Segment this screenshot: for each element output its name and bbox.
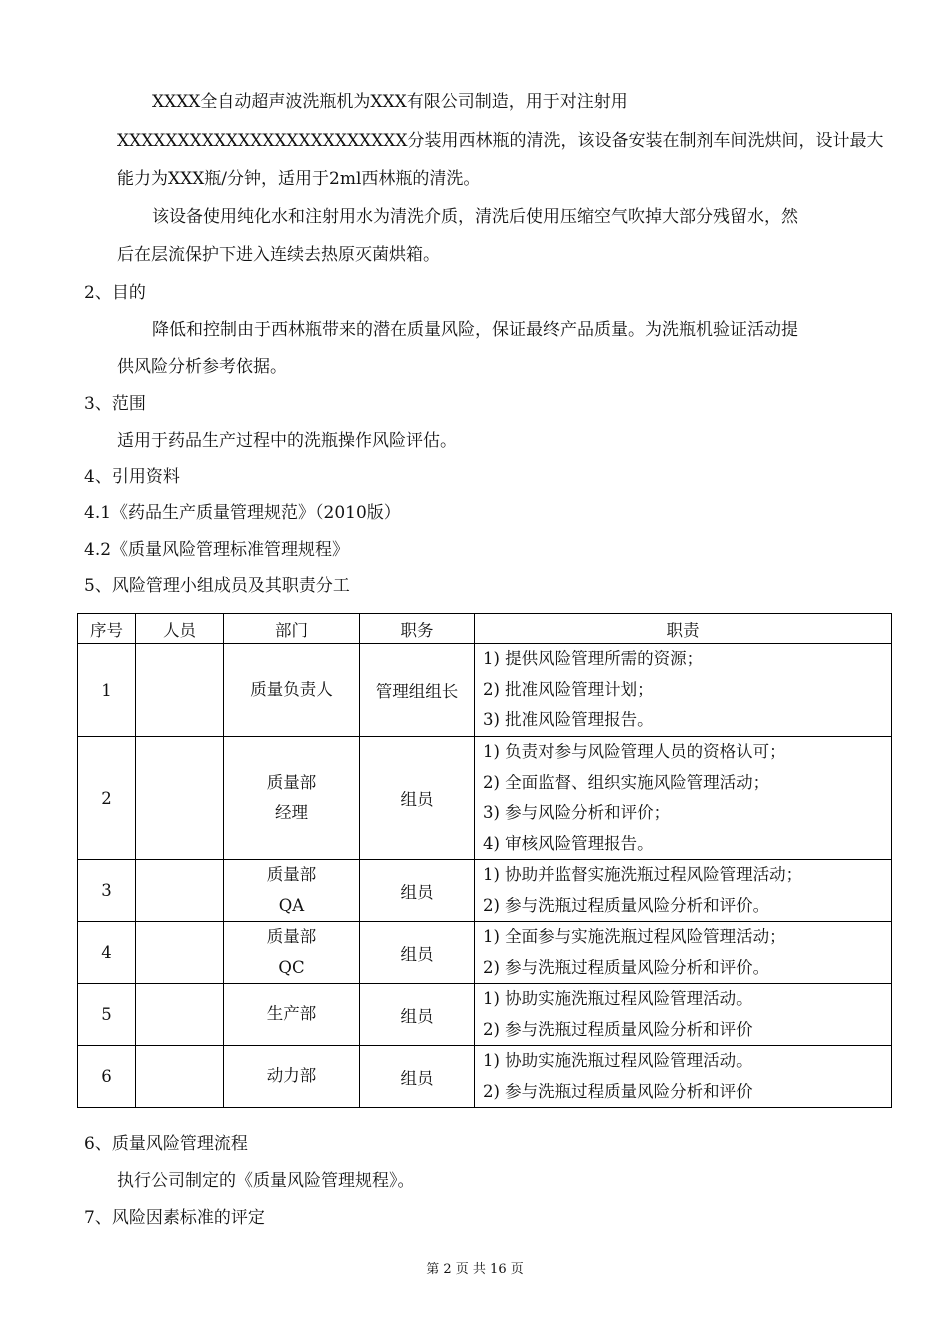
dept-line: 经理 — [275, 803, 308, 822]
purpose-paragraph-line: 供风险分析参考依据。 — [117, 357, 287, 377]
duty-line: 2) 参与洗瓶过程质量风险分析和评价 — [483, 1081, 753, 1101]
cell-role: 组员 — [360, 1046, 475, 1108]
cell-duty — [475, 644, 892, 737]
duty-line: 1) 提供风险管理所需的资源； — [483, 649, 704, 669]
cell-person — [136, 1046, 224, 1108]
process-paragraph-line: 执行公司制定的《质量风险管理规程》。 — [117, 1171, 415, 1191]
table-row — [78, 737, 892, 860]
intro-paragraph-line: XXXX全自动超声波洗瓶机为XXX有限公司制造，用于对注射用 — [152, 92, 628, 112]
cell-dept — [224, 860, 360, 922]
table-row — [78, 644, 892, 737]
cell-dept — [224, 1046, 360, 1108]
dept-line: 质量部 — [266, 865, 317, 884]
reference-item: 4.2《质量风险管理标准管理规程》 — [84, 540, 350, 560]
header-cell-dept: 部门 — [224, 614, 360, 644]
table-row — [78, 984, 892, 1046]
section-heading-scope: 3、范围 — [84, 394, 146, 414]
section-heading-criteria: 7、风险因素标准的评定 — [84, 1208, 265, 1228]
header-cell-person: 人员 — [136, 614, 224, 644]
team-responsibility-table — [77, 613, 892, 1108]
reference-item: 4.1《药品生产质量管理规范》（2010版） — [84, 503, 401, 523]
header-cell-duty: 职责 — [475, 614, 892, 644]
dept-line: 质量部 — [266, 772, 317, 792]
cell-duty — [475, 737, 892, 860]
header-cell-role: 职务 — [360, 614, 475, 644]
intro-paragraph-line: XXXXXXXXXXXXXXXXXXXXXXXX分装用西林瓶的清洗，该设备安装在制剂车间洗烘间，设计最大 — [117, 131, 884, 151]
dept-line: 动力部 — [266, 1066, 317, 1086]
duty-line: 2) 参与洗瓶过程质量风险分析和评价。 — [483, 957, 770, 977]
cell-dept — [224, 984, 360, 1046]
duty-line: 1) 协助实施洗瓶过程风险管理活动。 — [483, 1051, 753, 1070]
section-heading-references: 4、引用资料 — [84, 467, 180, 487]
duty-line: 1) 协助实施洗瓶过程风险管理活动。 — [483, 989, 753, 1008]
cell-person — [136, 644, 224, 737]
duty-line: 1) 负责对参与风险管理人员的资格认可； — [483, 742, 786, 761]
cell-no: 6 — [78, 1046, 136, 1108]
cell-duty — [475, 922, 892, 984]
cell-duty — [475, 860, 892, 922]
medium-paragraph-line: 该设备使用纯化水和注射用水为清洗介质，清洗后使用压缩空气吹掉大部分残留水，然 — [152, 207, 798, 227]
purpose-paragraph-line: 降低和控制由于西林瓶带来的潜在质量风险，保证最终产品质量。为洗瓶机验证活动提 — [152, 320, 798, 340]
cell-role: 组员 — [360, 860, 475, 922]
duty-line: 4) 审核风险管理报告。 — [483, 833, 654, 853]
duty-line: 3) 参与风险分析和评价； — [483, 803, 671, 822]
duty-line: 2) 参与洗瓶过程质量风险分析和评价 — [483, 1019, 753, 1039]
dept-line: QA — [278, 895, 305, 915]
dept-line: 质量部 — [266, 927, 317, 946]
cell-dept — [224, 644, 360, 737]
cell-no: 3 — [78, 860, 136, 922]
cell-role: 组员 — [360, 922, 475, 984]
table-row — [78, 1046, 892, 1108]
page-number-footer: 第 2 页 共 16 页 — [426, 1262, 524, 1277]
cell-role: 管理组组长 — [360, 644, 475, 737]
cell-no: 4 — [78, 922, 136, 984]
table-row — [78, 922, 892, 984]
cell-duty — [475, 984, 892, 1046]
cell-person — [136, 922, 224, 984]
dept-line: 生产部 — [266, 1004, 317, 1024]
header-cell-no: 序号 — [78, 614, 136, 644]
cell-person — [136, 984, 224, 1046]
duty-line: 3) 批准风险管理报告。 — [483, 710, 654, 730]
cell-role: 组员 — [360, 737, 475, 860]
table-header-row — [78, 614, 892, 644]
cell-dept — [224, 922, 360, 984]
cell-dept — [224, 737, 360, 860]
cell-no: 2 — [78, 737, 136, 860]
section-heading-process: 6、质量风险管理流程 — [84, 1134, 248, 1154]
duty-line: 2) 全面监督、组织实施风险管理活动； — [483, 772, 770, 792]
cell-role: 组员 — [360, 984, 475, 1046]
medium-paragraph-line: 后在层流保护下进入连续去热原灭菌烘箱。 — [117, 245, 440, 265]
duty-line: 2) 批准风险管理计划； — [483, 679, 654, 699]
table-row — [78, 860, 892, 922]
section-heading-team: 5、风险管理小组成员及其职责分工 — [84, 576, 350, 596]
dept-line: QC — [278, 957, 305, 977]
scope-paragraph-line: 适用于药品生产过程中的洗瓶操作风险评估。 — [117, 431, 457, 451]
cell-person — [136, 860, 224, 922]
duty-line: 1) 全面参与实施洗瓶过程风险管理活动； — [483, 927, 786, 946]
duty-line: 2) 参与洗瓶过程质量风险分析和评价。 — [483, 895, 770, 915]
cell-duty — [475, 1046, 892, 1108]
intro-paragraph-line: 能力为XXX瓶/分钟，适用于2ml西林瓶的清洗。 — [117, 169, 481, 189]
dept-line: 质量负责人 — [250, 679, 333, 699]
cell-no: 1 — [78, 644, 136, 737]
duty-line: 1) 协助并监督实施洗瓶过程风险管理活动； — [483, 865, 803, 884]
cell-person — [136, 737, 224, 860]
section-heading-purpose: 2、目的 — [84, 283, 146, 303]
cell-no: 5 — [78, 984, 136, 1046]
